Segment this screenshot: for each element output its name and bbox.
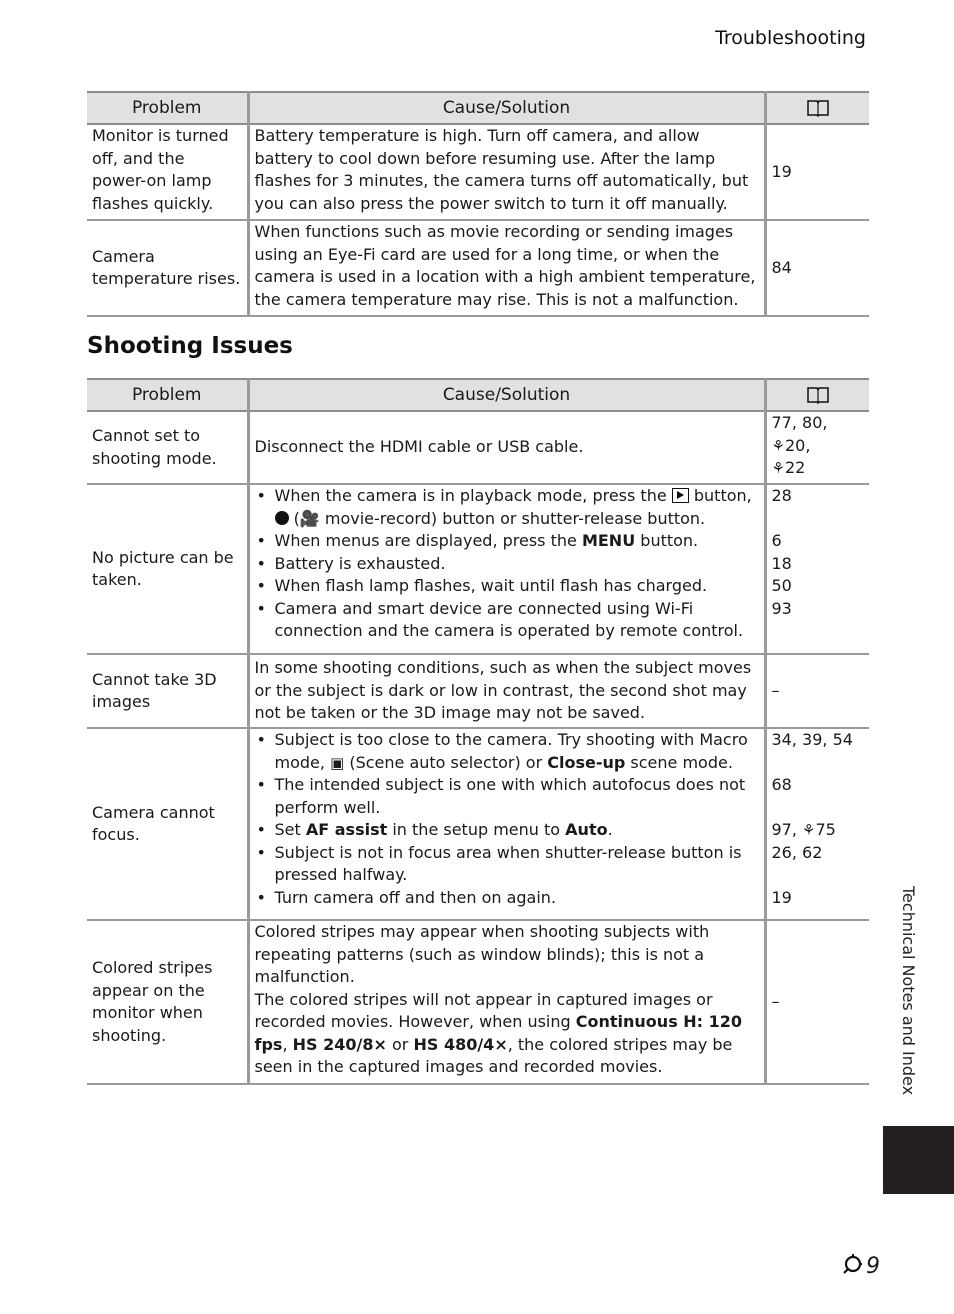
- reference-cell: 19: [765, 124, 869, 220]
- reference-text: 97, ⚘75: [772, 819, 865, 842]
- reference-text: 93: [771, 598, 792, 618]
- cause-cell: Battery temperature is high. Turn off camera, and allow battery to cool down before resuming use. After the lamp flashes for 3 minutes, the camera turns off automatically, but you can also press the power switch to turn it off manually.: [248, 124, 765, 220]
- reference-section-icon: ⚘: [771, 436, 785, 455]
- reference-text: 77, 80,: [771, 413, 828, 432]
- book-reference-icon: [806, 99, 830, 117]
- table-row: [87, 124, 869, 220]
- troubleshooting-table: [87, 91, 869, 317]
- reference-text: 18: [771, 553, 792, 573]
- reference-page: 20,: [784, 435, 811, 455]
- table-row: [87, 728, 869, 920]
- list-item: • When flash lamp flashes, wait until flash has charged.: [255, 575, 759, 598]
- table-row: [87, 411, 869, 484]
- reference-text: [772, 457, 865, 480]
- reference-text: 68: [771, 775, 792, 794]
- reference-section-icon: ⚘: [802, 821, 816, 839]
- list-item: • When the camera is in playback mode, press the button, (🎥 movie-record) button or shutter-release button.: [255, 485, 759, 530]
- reference-cell: [765, 728, 869, 920]
- table-row: [87, 484, 869, 654]
- section-title: Shooting Issues: [87, 333, 293, 359]
- page-number: [840, 1252, 880, 1279]
- table-header-row: [87, 92, 869, 124]
- reference-section-icon: ⚘: [771, 459, 785, 477]
- sidebar-section-label: Technical Notes and Index: [899, 886, 918, 1096]
- table-row: [87, 654, 869, 728]
- table-header-row: [87, 379, 869, 411]
- table-row: [87, 920, 869, 1084]
- column-header-problem: Problem: [87, 92, 248, 124]
- cause-cell: Disconnect the HDMI cable or USB cable.: [248, 411, 765, 484]
- book-reference-icon: [806, 386, 830, 404]
- problem-cell: Colored stripes appear on the monitor when shooting.: [87, 920, 248, 1084]
- problem-cell: Monitor is turned off, and the power-on lamp flashes quickly.: [87, 124, 248, 220]
- list-item: • Subject is not in focus area when shutter-release button is pressed halfway.: [255, 842, 759, 887]
- problem-cell: Cannot set to shooting mode.: [87, 411, 248, 484]
- list-item: • Camera and smart device are connected using Wi-Fi connection and the camera is operated by remote control.: [255, 598, 759, 643]
- playback-button-icon: [672, 488, 689, 503]
- cause-cell: [248, 728, 765, 920]
- shooting-issues-table: [87, 378, 869, 1085]
- list-item: • Battery is exhausted.: [255, 553, 759, 576]
- movie-camera-icon: 🎥: [299, 508, 320, 528]
- reference-text: 26, 62: [771, 842, 823, 862]
- list-item: • Turn camera off and then on again.: [255, 887, 759, 910]
- reference-cell: –: [765, 654, 869, 728]
- column-header-reference: [765, 379, 869, 411]
- problem-cell: Camera temperature rises.: [87, 220, 248, 316]
- reference-text: 19: [771, 887, 792, 907]
- reference-text: [772, 435, 865, 458]
- cause-cell: [248, 484, 765, 654]
- list-item: • When menus are displayed, press the MENU button.: [255, 530, 759, 553]
- column-header-reference: [765, 92, 869, 124]
- list-item: • Set AF assist in the setup menu to Auto.: [255, 819, 759, 842]
- bullet-list: [255, 729, 759, 909]
- cause-cell: In some shooting conditions, such as when the subject moves or the subject is dark or low in contrast, the second shot may not be taken or the 3D image may not be saved.: [248, 654, 765, 728]
- reference-text: 34, 39, 54: [771, 730, 853, 749]
- page-header-title: Troubleshooting: [715, 27, 866, 49]
- problem-cell: Cannot take 3D images: [87, 654, 248, 728]
- reference-cell: [765, 411, 869, 484]
- list-item: • The intended subject is one with which autofocus does not perform well.: [255, 774, 759, 819]
- reference-text: 50: [771, 576, 792, 595]
- bullet-list: [255, 485, 759, 643]
- reference-cell: [765, 484, 869, 654]
- page-number-text: 9: [866, 1254, 880, 1279]
- cause-paragraph: The colored stripes will not appear in captured images or recorded movies. However, when using Continuous H: 120 fps, HS 240/8× or HS 480/4×, the colored stripes may be seen in the captured images and recorded movies.: [254, 989, 743, 1076]
- list-item: • Subject is too close to the camera. Try shooting with Macro mode, ▣ (Scene auto selector) or Close-up scene mode.: [255, 729, 759, 774]
- cause-cell: When functions such as movie recording or sending images using an Eye-Fi card are used for a long time, or when the camera is used in a location with a high ambient temperature, the camera temperature may rise. This is not a malfunction.: [248, 220, 765, 316]
- problem-cell: No picture can be taken.: [87, 484, 248, 654]
- reference-cell: –: [765, 920, 869, 1084]
- column-header-cause: Cause/Solution: [248, 379, 765, 411]
- reference-page: 22: [784, 458, 806, 477]
- cause-cell: [248, 920, 765, 1084]
- record-button-icon: [275, 511, 289, 525]
- scene-auto-selector-icon: ▣: [330, 753, 345, 772]
- problem-cell: Camera cannot focus.: [87, 728, 248, 920]
- reference-text: 6: [771, 531, 782, 550]
- menu-button-label: MENU: [581, 531, 636, 550]
- table-row: [87, 220, 869, 316]
- technical-notes-icon: [840, 1252, 866, 1276]
- column-header-cause: Cause/Solution: [248, 92, 765, 124]
- section-tab-block: [883, 1126, 954, 1194]
- cause-paragraph: Colored stripes may appear when shooting subjects with repeating patterns (such as window blinds); this is not a malfunction.: [254, 922, 710, 986]
- reference-text: 28: [771, 486, 792, 505]
- reference-cell: 84: [765, 220, 869, 316]
- column-header-problem: Problem: [87, 379, 248, 411]
